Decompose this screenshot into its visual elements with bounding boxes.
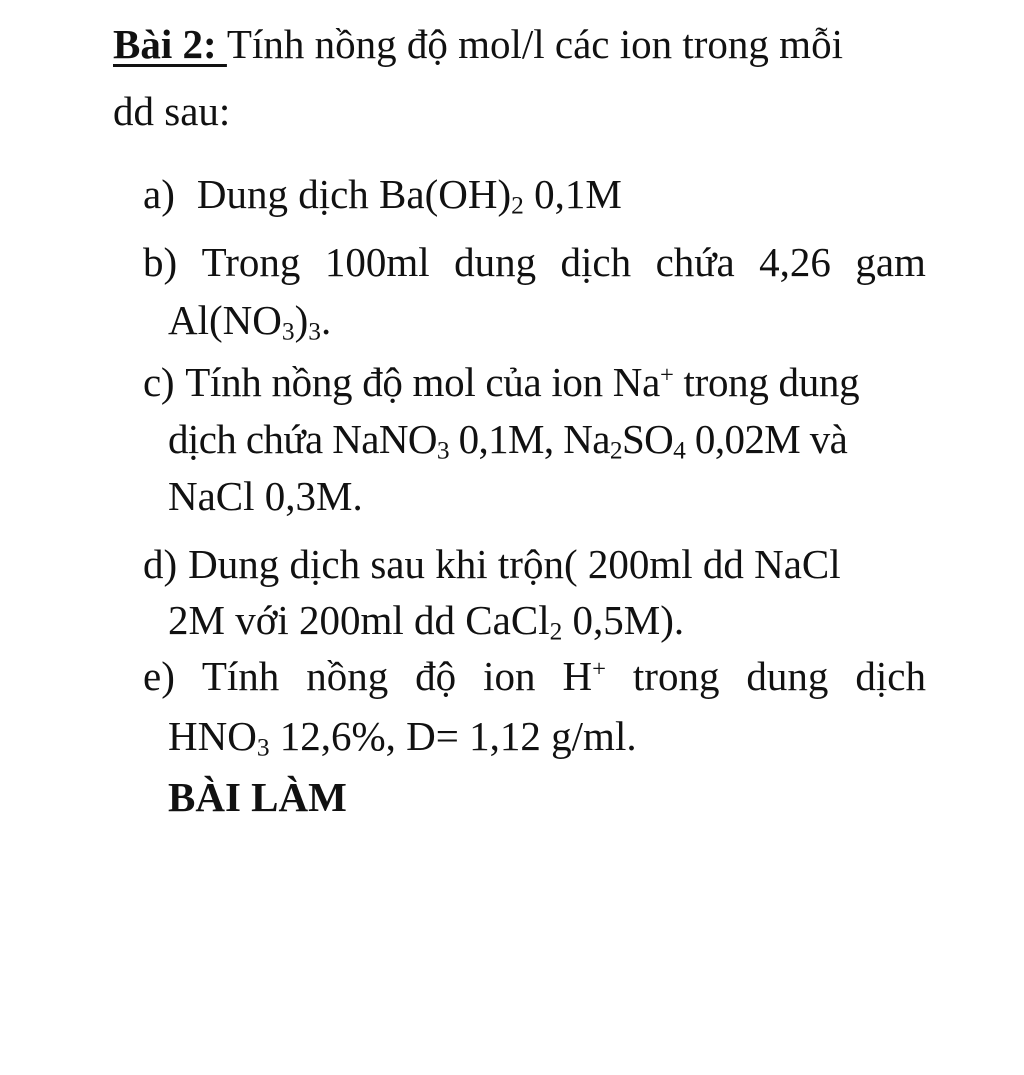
- item-c-line2: [168, 415, 847, 463]
- answer-heading: BÀI LÀM: [168, 774, 347, 820]
- exercise-label: Bài 2:: [113, 21, 227, 67]
- item-e-word: Tính: [201, 653, 280, 699]
- item-b-word: 4,26: [759, 239, 831, 285]
- item-e-word: ion: [483, 653, 536, 699]
- item-b-word: Trong: [201, 239, 301, 285]
- item-e-hydrogen-ion: [562, 652, 605, 700]
- item-b-line1: [143, 238, 926, 286]
- item-d-line2: [168, 596, 684, 644]
- item-e-hydrogen: H: [562, 653, 593, 699]
- item-c-prefix: c): [143, 359, 175, 405]
- item-c-text: 0,1M, Na: [448, 416, 610, 462]
- item-e-line1: [143, 652, 926, 700]
- item-e-word: dung: [746, 653, 829, 699]
- item-e-prefix: e): [143, 653, 175, 699]
- item-e-word: độ: [415, 653, 457, 699]
- item-c-line1: [143, 358, 859, 406]
- exercise-title-text: Tính nồng độ mol/l các ion trong mỗi: [226, 21, 843, 67]
- item-d-text: 2M với 200ml dd CaCl: [168, 597, 550, 643]
- item-b-line2: [168, 296, 331, 344]
- item-a: [143, 170, 622, 218]
- item-b-period: .: [320, 297, 332, 343]
- item-d-subscript: 2: [549, 617, 563, 646]
- exercise-heading-continued: dd sau:: [113, 88, 231, 134]
- item-c-line3: NaCl 0,3M.: [168, 473, 363, 519]
- item-c-text: SO: [621, 416, 674, 462]
- item-d-line1: [143, 540, 841, 588]
- item-e-subscript: 3: [256, 733, 270, 762]
- item-c-superscript: +: [659, 361, 674, 389]
- item-c-text: Tính nồng độ mol của ion Na: [185, 359, 660, 405]
- item-b-word: dịch: [560, 239, 632, 285]
- item-e-superscript: +: [592, 655, 606, 683]
- item-a-concentration: 0,1M: [523, 171, 622, 217]
- item-a-prefix: a): [143, 171, 175, 217]
- item-b-word: 100ml: [324, 239, 430, 285]
- item-d-prefix: d): [143, 541, 178, 587]
- item-e-word: dịch: [855, 653, 926, 699]
- item-e-word: nồng: [306, 653, 389, 699]
- item-c-text: 0,02M và: [685, 416, 848, 462]
- item-c-subscript: 4: [673, 436, 686, 465]
- item-b-prefix: b): [143, 239, 178, 285]
- item-c-text: trong dung: [673, 359, 860, 405]
- item-c-text: dịch chứa NaNO: [168, 416, 437, 462]
- item-d-text: Dung dịch sau khi trộn( 200ml dd NaCl: [188, 541, 841, 587]
- item-e-text: HNO: [168, 713, 257, 759]
- item-b-formula-part: ): [294, 297, 309, 343]
- item-e-line2: [168, 712, 637, 760]
- item-b-word: gam: [855, 239, 926, 285]
- item-a-subscript: 2: [511, 191, 524, 220]
- item-b-subscript: 3: [308, 317, 321, 346]
- item-e-text: 12,6%, D= 1,12 g/ml.: [269, 713, 637, 759]
- item-d-text: 0,5M).: [562, 597, 685, 643]
- item-b-subscript: 3: [281, 317, 295, 346]
- item-c-subscript: 3: [436, 436, 449, 465]
- exercise-heading: [113, 20, 843, 68]
- item-e-word: trong: [632, 653, 720, 699]
- item-b-word: dung: [454, 239, 537, 285]
- item-b-word: chứa: [655, 239, 735, 285]
- item-a-text: Dung dịch Ba(OH): [196, 171, 512, 217]
- item-c-subscript: 2: [609, 436, 622, 465]
- item-b-formula-part: Al(NO: [168, 297, 282, 343]
